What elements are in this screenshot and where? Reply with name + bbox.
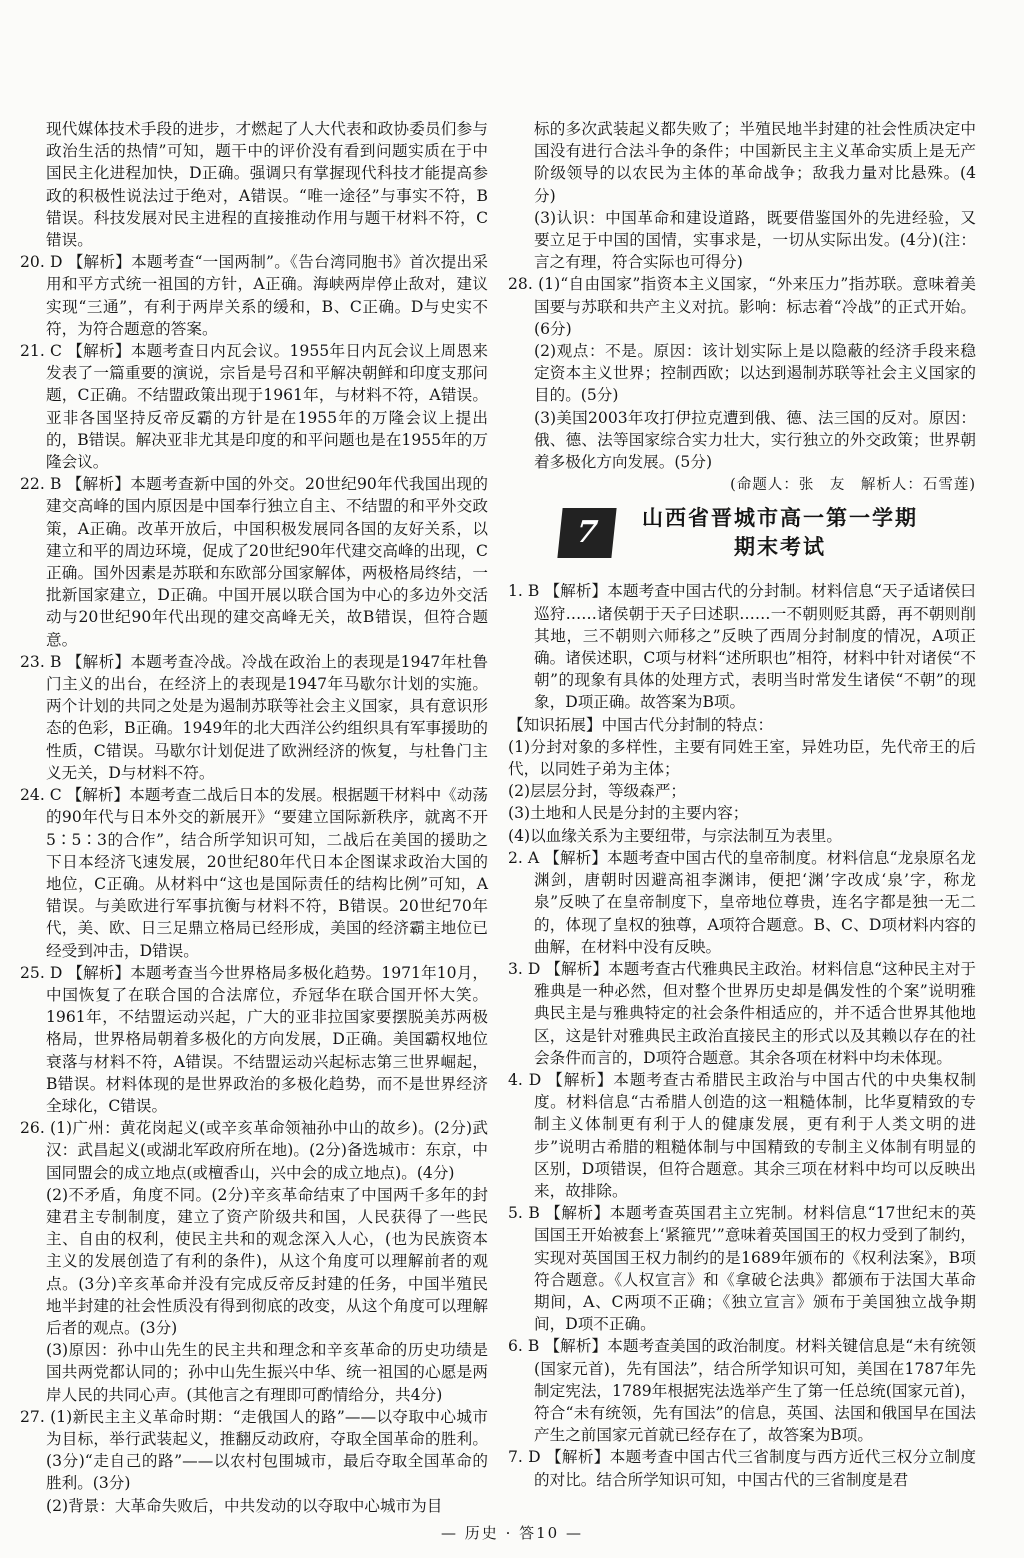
answer-paragraph: 21. C 【解析】本题考查日内瓦会议。1955年日内瓦会议上周恩来发表了一篇重要的演说，宗旨是号召和平解决朝鲜和印度支那问题，C正确。不结盟政策出现于1961年，与材料不符，A错误。亚非各国坚持反帝反霸的方针是在1955年的万隆会议上提出的，B错误。解决亚非尤其是印度的和平问题也是在1955年的万隆会议。 bbox=[20, 342, 488, 472]
section-title-line2: 期末考试 bbox=[734, 535, 826, 560]
answer-paragraph: 3. D 【解析】本题考查古代雅典民主政治。材料信息“这种民主对于雅典是一种必然，但对整个世界历史却是偶发性的个案”说明雅典民主是与雅典特定的社会条件相适应的，并不适合世界其他地区，这是针对雅典民主政治直接民主的形式以及其赖以存在的社会条件而言的，D项符合题意。其余各项在材料中均未体现。 bbox=[508, 959, 976, 1067]
answer-paragraph: (4)以血缘关系为主要纽带，与宗法制互为表里。 bbox=[508, 826, 842, 845]
answer-paragraph: (2)观点：不是。原因：该计划实际上是以隐蔽的经济手段来稳定资本主义世界；控制西欧；以达到遏制苏联等社会主义国家的目的。(5分) bbox=[534, 342, 976, 405]
right-column bbox=[508, 118, 976, 1491]
answer-paragraph: 现代媒体技术手段的进步，才燃起了人大代表和政协委员们参与政治生活的热情”可知，题干中的评价没有看到问题实质在于中国民主化进程加快，D正确。强调只有掌握现代科技才能提高参政的积极性说法过于绝对，A错误。“唯一途径”与事实不符，B错误。科技发展对民主进程的直接推动作用与题干材料不符，C错误。 bbox=[46, 120, 488, 250]
answer-paragraph: (3)土地和人民是分封的主要内容； bbox=[508, 804, 749, 823]
answer-paragraph: (2)层层分封，等级森严； bbox=[508, 782, 687, 801]
author-credit: (命题人：张 友 解析人：石雪莲) bbox=[730, 477, 976, 494]
answer-paragraph: 26. (1)广州：黄花岗起义(或辛亥革命领袖孙中山的故乡)。(2分)武汉：武昌起义(或湖北军政府所在地)。(2分)备选城市：东京，中国同盟会的成立地点(或檀香山，兴中会的成立地点)。(4分) bbox=[20, 1119, 488, 1182]
right-column-bottom bbox=[508, 580, 976, 1490]
section-banner bbox=[508, 504, 976, 566]
answer-paragraph: (3)原因：孙中山先生的民主共和理念和辛亥革命的历史功绩是国共两党都认同的；孙中山先生振兴中华、统一祖国的心愿是两岸人民的共同心声。(其他言之有理即可酌情给分，共4分) bbox=[46, 1341, 488, 1404]
answer-paragraph: (3)美国2003年攻打伊拉克遭到俄、德、法三国的反对。原因：俄、德、法等国家综合实力壮大，实行独立的外交政策；世界朝着多极化方向发展。(5分) bbox=[534, 408, 976, 472]
right-column-top bbox=[508, 118, 976, 473]
answer-paragraph: 22. B 【解析】本题考查新中国的外交。20世纪90年代我国出现的建交高峰的国内原因是中国奉行独立自主、不结盟的和平外交政策，A正确。改革开放后，中国积极发展同各国的友好关系，以建立和平的周边环境，促成了20世纪90年代建交高峰的出现，C正确。国外因素是苏联和东欧部分国家解体，两极格局终结，一批新国家建立，D正确。中国开展以联合国为中心的多边外交活动与20世纪90年代出现的建交高峰无关，故B错误，但符合题意。 bbox=[20, 475, 488, 649]
answer-paragraph: 20. D 【解析】本题考查“一国两制”。《告台湾同胞书》首次提出采用和平方式统一祖国的方针，A正确。海峡两岸停止敌对，建议实现“三通”，有利于两岸关系的缓和，B、C正确。D与史实不符，为符合题意的答案。 bbox=[20, 253, 488, 338]
section-title bbox=[630, 504, 930, 562]
answer-paragraph: (2)不矛盾，角度不同。(2分)辛亥革命结束了中国两千多年的封建君主专制制度，建立了资产阶级共和国，人民获得了一些民主、自由的权利，使民主共和的观念深入人心，(也为民族资本主义的发展创造了有利的条件)，从这个角度可以理解前者的观点。(3分)辛亥革命并没有完成反帝反封建的任务，中国半殖民地半封建的社会性质没有得到彻底的改变，从这个角度可以理解后者的观点。(3分) bbox=[46, 1185, 488, 1337]
section-title-line1: 山西省晋城市高一第一学期 bbox=[642, 506, 918, 531]
answer-paragraph: (3)认识：中国革命和建设道路，既要借鉴国外的先进经验，又要立足于中国的国情，实事求是，一切从实际出发。(4分)(注：言之有理，符合实际也可得分) bbox=[534, 208, 976, 272]
section-number-badge: 7 bbox=[557, 508, 616, 558]
page-footer: — 历史 · 答10 — bbox=[441, 1524, 583, 1542]
answer-paragraph: 25. D 【解析】本题考查当今世界格局多极化趋势。1971年10月，中国恢复了在联合国的合法席位，乔冠华在联合国开怀大笑。1961年，不结盟运动兴起，广大的亚非拉国家要摆脱美苏两极格局，世界格局朝着多极化的方向发展，D正确。美国霸权地位衰落与材料不符，A错误。不结盟运动兴起标志第三世界崛起，B错误。材料体现的是世界政治的多极化趋势，而不是世界经济全球化，C错误。 bbox=[20, 963, 488, 1115]
answer-paragraph: 4. D 【解析】本题考查古希腊民主政治与中国古代的中央集权制度。材料信息“古希腊人创造的这一粗糙体制，比华夏精致的专制主义体制更有利于人的健康发展，更有利于人类文明的进步”说明古希腊的粗糙体制与中国精致的专制主义体制有明显的区别，D项错误，但符合题意。其余三项在材料中均可以反映出来，故排除。 bbox=[508, 1070, 976, 1200]
answer-paragraph: 28. (1)“自由国家”指资本主义国家，“外来压力”指苏联。意味着美国要与苏联和共产主义对抗。影响：标志着“冷战”的正式开始。(6分) bbox=[508, 275, 976, 338]
answer-paragraph: 2. A 【解析】本题考查中国古代的皇帝制度。材料信息“龙泉原名龙渊剑，唐朝时因避高祖李渊讳，便把‘渊’字改成‘泉’字，称龙泉”反映了在皇帝制度下，皇帝地位尊贵，连名字都是独一无二的，体现了皇权的独尊，A项符合题意。B、C、D项材料内容的曲解，在材料中没有反映。 bbox=[508, 848, 976, 956]
answer-paragraph: 7. D 【解析】本题考查中国古代三省制度与西方近代三权分立制度的对比。结合所学知识可知，中国古代的三省制度是君 bbox=[508, 1448, 976, 1489]
answer-paragraph: (2)背景：大革命失败后，中共发动的以夺取中心城市为目 bbox=[46, 1496, 443, 1515]
answer-paragraph: 23. B 【解析】本题考查冷战。冷战在政治上的表现是1947年杜鲁门主义的出台，在经济上的表现是1947年马歇尔计划的实施。两个计划的共同之处是为遏制苏联等社会主义国家，具有意识形态的色彩，B正确。1949年的北大西洋公约组织具有军事援助的性质，C错误。马歇尔计划促进了欧洲经济的恢复，与杜鲁门主义无关，D与材料不符。 bbox=[20, 652, 488, 782]
answer-paragraph: (1)分封对象的多样性，主要有同姓王室，异姓功臣，先代帝王的后代，以同姓子弟为主体； bbox=[508, 737, 976, 779]
left-column bbox=[20, 118, 488, 1517]
answer-paragraph: 5. B 【解析】本题考查英国君主立宪制。材料信息“17世纪末的英国国王开始被套上‘紧箍咒’”意味着英国国王的权力受到了制约，实现对英国国王权力制约的是1689年颁布的《权利法案》，B项符合题意。《人权宣言》和《拿破仑法典》都颁布于法国大革命期间，A、C两项不正确；《独立宣言》颁布于美国独立战争期间，D项不正确。 bbox=[508, 1204, 976, 1334]
answer-paragraph: 1. B 【解析】本题考查中国古代的分封制。材料信息“天子适诸侯曰巡狩……诸侯朝于天子曰述职……一不朝则贬其爵，再不朝则削其地，三不朝则六师移之”反映了西周分封制度的情况，A项正确。诸侯述职，C项与材料“述所职也”相符，材料中针对诸侯“不朝”的现象有具体的处理方式，表明当时常发生诸侯“不朝”的现象，D项正确。故答案为B项。 bbox=[508, 582, 976, 712]
answer-paragraph: 24. C 【解析】本题考查二战后日本的发展。根据题干材料中《动荡的90年代与日本外交的新展开》“要建立国际新秩序，就离不开5∶5∶3的合作”，结合所学知识可知，二战后在美国的援助之下日本经济飞速发展，20世纪80年代日本企图谋求政治大国的地位，C正确。从材料中“这也是国际责任的结构比例”可知，A错误。与美欧进行军事抗衡与材料不符，B错误。20世纪70年代，美、欧、日三足鼎立格局已经形成，美国的经济霸主地位已经受到冲击，D错误。 bbox=[20, 786, 488, 960]
answer-paragraph: 标的多次武装起义都失败了；半殖民地半封建的社会性质决定中国没有进行合法斗争的条件；中国新民主主义革命实质上是无产阶级领导的以农民为主体的革命战争；敌我力量对比悬殊。(4分) bbox=[534, 120, 976, 205]
answer-paragraph: 6. B 【解析】本题考查美国的政治制度。材料关键信息是“未有统领(国家元首)，先有国法”，结合所学知识可知，美国在1787年先制定宪法，1789年根据宪法选举产生了第一任总统(国家元首)，符合“未有统领，先有国法”的信息，英国、法国和俄国早在国法产生之前国家元首就已经存在了，故答案为B项。 bbox=[508, 1337, 976, 1445]
answer-paragraph: 27. (1)新民主主义革命时期：“走俄国人的路”——以夺取中心城市为目标，举行武装起义，推翻反动政府，夺取全国革命的胜利。(3分)“走自己的路”——以农村包围城市，最后夺取全国革命的胜利。(3分) bbox=[20, 1407, 488, 1493]
answer-paragraph: 【知识拓展】中国古代分封制的特点： bbox=[508, 715, 774, 734]
